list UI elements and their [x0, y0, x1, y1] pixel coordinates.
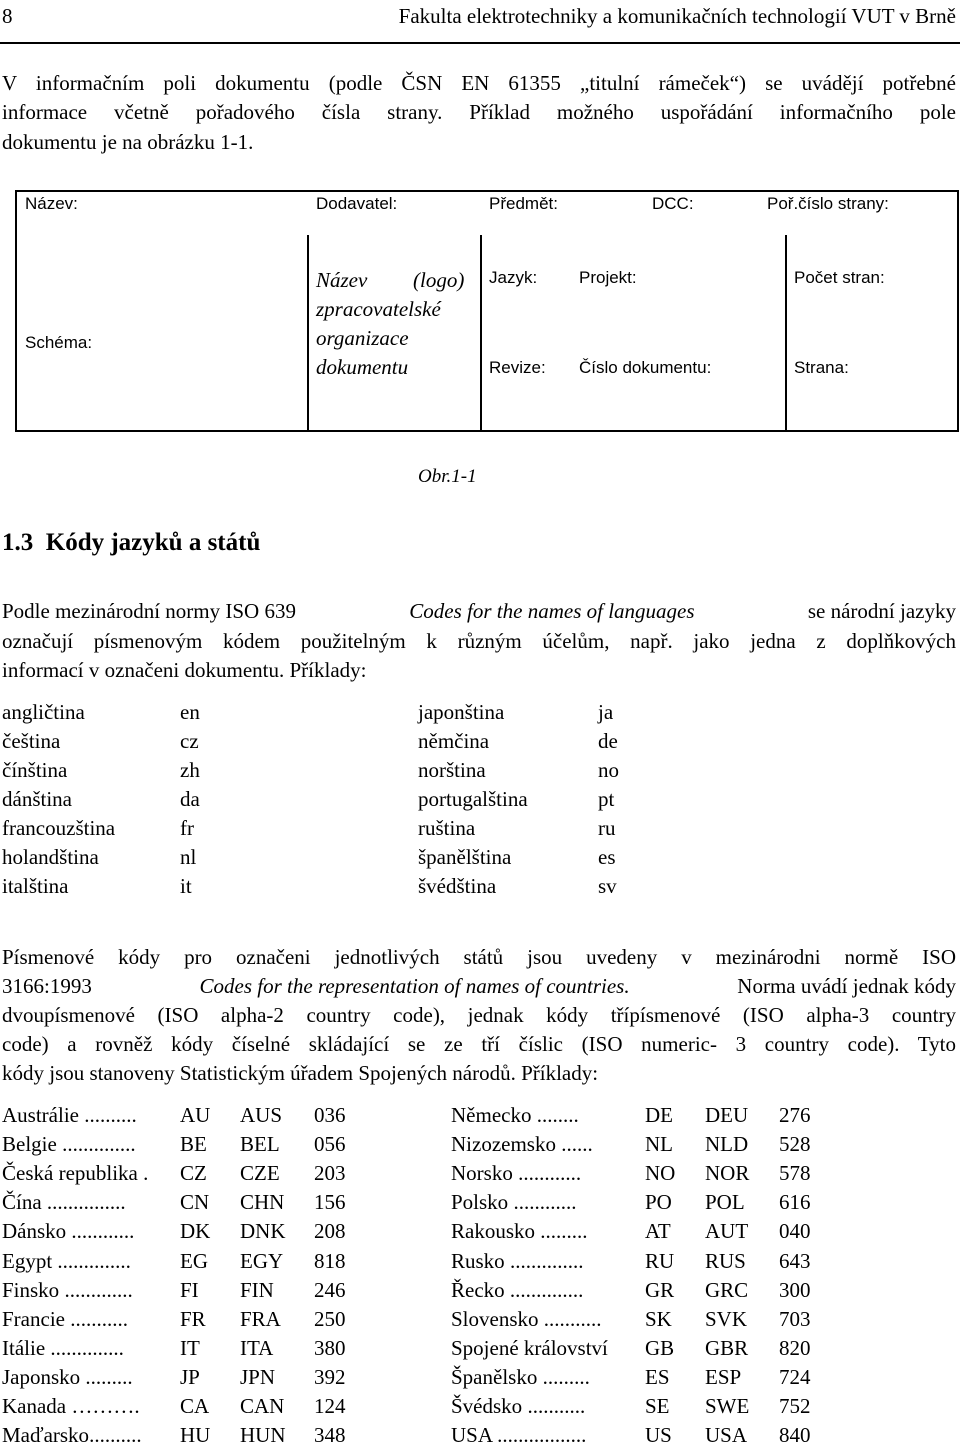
- alpha-2-code: FR: [180, 1306, 206, 1331]
- numeric-code: 818: [314, 1248, 346, 1273]
- numeric-code: 752: [779, 1393, 811, 1418]
- p2-line-2: [2, 972, 956, 1001]
- alpha-3-code: JPN: [240, 1364, 276, 1389]
- alpha-2-code: JP: [180, 1364, 200, 1389]
- alpha-2-code: SE: [645, 1393, 670, 1418]
- country-name: Spojené království: [451, 1335, 614, 1360]
- logo-line-3: organizace: [316, 326, 409, 350]
- field-dcc: DCC:: [652, 194, 694, 213]
- dot-leader: ......: [561, 1132, 593, 1157]
- dot-leader: ............: [71, 1219, 135, 1244]
- alpha-3-code: DEU: [705, 1103, 749, 1128]
- alpha-2-code: IT: [180, 1335, 200, 1360]
- language-name: italština: [2, 874, 69, 898]
- numeric-code: 246: [314, 1277, 346, 1302]
- dot-leader: .........: [540, 1219, 588, 1244]
- country-row: [451, 1392, 829, 1421]
- country-row: [451, 1305, 829, 1334]
- country-row: [451, 1246, 829, 1275]
- alpha-3-code: FIN: [240, 1277, 274, 1302]
- field-projekt: Projekt:: [579, 268, 637, 287]
- country-row: [2, 1363, 364, 1392]
- alpha-3-code: POL: [705, 1190, 745, 1215]
- country-row: [2, 1101, 364, 1130]
- country-row: [2, 1130, 364, 1159]
- p2-line-4: code) a rovněž kódy číselné skládající se ze tří číslic (ISO numeric- 3 country code). Tyto: [2, 1032, 956, 1056]
- language-name: japonština: [418, 700, 505, 724]
- dot-leader: ..............: [509, 1277, 584, 1302]
- logo-line-1b: (logo): [413, 268, 465, 292]
- country-name: Norsko: [451, 1161, 519, 1186]
- country-name-cell: [2, 1130, 180, 1159]
- language-code: pt: [598, 787, 615, 811]
- numeric-code: 156: [314, 1190, 346, 1215]
- alpha-3-code: CZE: [240, 1161, 280, 1186]
- numeric-code: 643: [779, 1248, 811, 1273]
- numeric-code: 300: [779, 1277, 811, 1302]
- p2-iso3166: 3166:1993: [2, 974, 92, 998]
- alpha-3-code: AUT: [705, 1219, 749, 1244]
- alpha-2-code: NO: [645, 1161, 676, 1186]
- country-row: [451, 1101, 829, 1130]
- country-name-cell: [451, 1188, 645, 1217]
- dot-leader: ............: [518, 1161, 582, 1186]
- p1-iso639-title: Codes for the names of languages: [409, 599, 695, 623]
- alpha-3-code: BEL: [240, 1132, 280, 1157]
- numeric-code: 203: [314, 1161, 346, 1186]
- alpha-2-code: PO: [645, 1190, 672, 1215]
- alpha-2-code: AT: [645, 1219, 671, 1244]
- country-name-cell: [2, 1334, 180, 1363]
- alpha-3-code: AUS: [240, 1103, 283, 1128]
- country-name-cell: [2, 1159, 180, 1188]
- numeric-code: 840: [779, 1423, 811, 1448]
- numeric-code: 348: [314, 1423, 346, 1448]
- numeric-code: 578: [779, 1161, 811, 1186]
- alpha-2-code: NL: [645, 1132, 673, 1157]
- language-name: němčina: [418, 729, 490, 753]
- numeric-code: 820: [779, 1335, 811, 1360]
- alpha-3-code: GRC: [705, 1277, 749, 1302]
- country-name: Nizozemsko: [451, 1132, 562, 1157]
- country-name-cell: [2, 1188, 180, 1217]
- language-row: [2, 814, 658, 843]
- language-code: en: [180, 700, 200, 724]
- language-name: švédština: [418, 874, 497, 898]
- country-name-cell: [451, 1159, 645, 1188]
- country-row: [2, 1276, 364, 1305]
- alpha-2-code: GB: [645, 1335, 675, 1360]
- numeric-code: 036: [314, 1103, 346, 1128]
- p2-line-5: kódy jsou stanoveny Statistickým úřadem Spojených národů. Příklady:: [2, 1061, 599, 1085]
- country-name-cell: [2, 1276, 180, 1305]
- country-name: Belgie: [2, 1132, 63, 1157]
- country-code-table-left: [2, 1101, 364, 1450]
- country-name-cell: [2, 1246, 180, 1275]
- country-name-cell: [451, 1130, 645, 1159]
- alpha-3-code: SVK: [705, 1306, 748, 1331]
- country-name-cell: [2, 1305, 180, 1334]
- dot-leader: ...........: [543, 1306, 602, 1331]
- language-code: ja: [598, 700, 614, 724]
- field-nazev: Název:: [25, 194, 78, 213]
- country-name: Řecko: [451, 1277, 510, 1302]
- language-row: [2, 843, 658, 872]
- language-name: francouzština: [2, 816, 116, 840]
- dot-leader: ..............: [50, 1335, 124, 1360]
- language-code: sv: [598, 874, 617, 898]
- alpha-3-code: GBR: [705, 1335, 749, 1360]
- p2-line-3: dvoupísmenové (ISO alpha-2 country code), jednak kódy třípísmenové (ISO alpha-3 country: [2, 1003, 956, 1027]
- numeric-code: 703: [779, 1306, 811, 1331]
- country-row: [2, 1392, 364, 1421]
- numeric-code: 392: [314, 1364, 346, 1389]
- dot-leader: .: [143, 1161, 149, 1186]
- language-code-table: [2, 698, 658, 901]
- alpha-3-code: CHN: [240, 1190, 285, 1215]
- language-name: španělština: [418, 845, 512, 869]
- dot-leader: .........: [85, 1364, 133, 1389]
- country-name-cell: [451, 1305, 645, 1334]
- p1-text-c: se národní jazyky: [807, 599, 956, 623]
- language-row: [2, 727, 658, 756]
- alpha-2-code: CN: [180, 1190, 210, 1215]
- numeric-code: 056: [314, 1132, 346, 1157]
- alpha-2-code: EG: [180, 1248, 208, 1273]
- dot-leader: ..........: [84, 1103, 137, 1128]
- dot-leader: ..............: [57, 1248, 131, 1273]
- dot-leader: ...........: [527, 1393, 586, 1418]
- country-name: Německo: [451, 1103, 537, 1128]
- language-name: angličtina: [2, 700, 85, 724]
- language-name: dánština: [2, 787, 72, 811]
- numeric-code: 528: [779, 1132, 811, 1157]
- p2-iso3166-title: Codes for the representation of names of countries.: [199, 974, 630, 998]
- dot-leader: .................: [497, 1423, 587, 1448]
- country-row: [2, 1159, 364, 1188]
- country-name-cell: [451, 1363, 645, 1392]
- alpha-2-code: ES: [645, 1364, 670, 1389]
- alpha-3-code: DNK: [240, 1219, 286, 1244]
- header-rule: [0, 42, 960, 44]
- country-name: Čína: [2, 1190, 47, 1215]
- language-name: holandština: [2, 845, 99, 869]
- intro-line-1: V informačním poli dokumentu (podle ČSN EN 61355 „titulní rámeček“) se uvádějí potřebné: [2, 71, 956, 95]
- language-code: fr: [180, 816, 194, 840]
- country-row: [2, 1246, 364, 1275]
- country-name: Japonsko: [2, 1364, 86, 1389]
- numeric-code: 724: [779, 1364, 811, 1389]
- country-row: [2, 1334, 364, 1363]
- alpha-3-code: CAN: [240, 1393, 285, 1418]
- logo-line-4: dokumentu: [316, 355, 409, 379]
- dot-leader: ............: [513, 1190, 577, 1215]
- alpha-2-code: US: [645, 1423, 672, 1448]
- p1-line-1: [2, 597, 956, 626]
- alpha-3-code: RUS: [705, 1248, 746, 1273]
- language-name: čínština: [2, 758, 68, 782]
- country-name-cell: [451, 1101, 645, 1130]
- numeric-code: 250: [314, 1306, 346, 1331]
- p1-text-a: Podle mezinárodní normy ISO 639: [2, 599, 296, 623]
- alpha-2-code: BE: [180, 1132, 207, 1157]
- logo-line-1a: Název: [316, 268, 368, 292]
- title-block-frame: [15, 190, 959, 432]
- alpha-2-code: DK: [180, 1219, 211, 1244]
- country-row: [2, 1188, 364, 1217]
- numeric-code: 276: [779, 1103, 811, 1128]
- alpha-2-code: FI: [180, 1277, 199, 1302]
- language-code: no: [598, 758, 619, 782]
- dot-leader: .............: [64, 1277, 133, 1302]
- field-dodavatel: Dodavatel:: [316, 194, 398, 213]
- language-code: ru: [598, 816, 616, 840]
- p2-text-c: Norma uvádí jednak kódy: [737, 974, 956, 998]
- alpha-2-code: GR: [645, 1277, 675, 1302]
- alpha-2-code: CA: [180, 1393, 210, 1418]
- country-row: [451, 1188, 829, 1217]
- alpha-2-code: CZ: [180, 1161, 207, 1186]
- alpha-3-code: FRA: [240, 1306, 281, 1331]
- alpha-3-code: HUN: [240, 1423, 286, 1448]
- country-name: Slovensko: [451, 1306, 544, 1331]
- figure-caption: Obr.1-1: [418, 466, 477, 487]
- numeric-code: 124: [314, 1393, 346, 1418]
- country-name: Finsko: [2, 1277, 65, 1302]
- language-name: norština: [418, 758, 486, 782]
- country-name: Dánsko: [2, 1219, 72, 1244]
- alpha-2-code: HU: [180, 1423, 211, 1448]
- alpha-3-code: NOR: [705, 1161, 750, 1186]
- page-number: 8: [2, 4, 13, 28]
- country-name: Francie: [2, 1306, 71, 1331]
- field-schema: Schéma:: [25, 333, 93, 352]
- alpha-2-code: DE: [645, 1103, 673, 1128]
- country-name: USA: [451, 1423, 498, 1448]
- dot-leader: .........: [542, 1364, 590, 1389]
- logo-line-2: zpracovatelské: [316, 297, 441, 321]
- language-name: čeština: [2, 729, 61, 753]
- p2-line-1: Písmenové kódy pro označeni jednotlivých států jsou uvedeny v mezinárodni normě ISO: [2, 945, 956, 969]
- field-cislo-dokumentu: Číslo dokumentu:: [579, 358, 712, 377]
- country-name: Česká republika: [2, 1161, 144, 1186]
- dot-leader: ..............: [509, 1248, 584, 1273]
- country-name-cell: [451, 1276, 645, 1305]
- p1-line-3: informací v označeni dokumentu. Příklady:: [2, 658, 367, 682]
- alpha-3-code: EGY: [240, 1248, 284, 1273]
- country-name: Maďarsko: [2, 1423, 90, 1448]
- country-row: [451, 1130, 829, 1159]
- country-name-cell: [2, 1363, 180, 1392]
- title-block-divider-1: [307, 235, 309, 432]
- country-name: Itálie: [2, 1335, 51, 1360]
- dot-leader: ..........: [89, 1423, 142, 1448]
- intro-line-3: dokumentu je na obrázku 1-1.: [2, 130, 254, 154]
- country-name-cell: [451, 1334, 645, 1363]
- alpha-3-code: NLD: [705, 1132, 749, 1157]
- section-heading: 1.3 Kódy jazyků a států: [2, 529, 261, 556]
- numeric-code: 208: [314, 1219, 346, 1244]
- language-code: da: [180, 787, 200, 811]
- title-block-divider-3: [785, 235, 787, 432]
- country-row: [451, 1159, 829, 1188]
- numeric-code: 040: [779, 1219, 811, 1244]
- country-row: [451, 1334, 829, 1363]
- field-strana: Strana:: [794, 358, 849, 377]
- country-name: Austrálie: [2, 1103, 85, 1128]
- numeric-code: 616: [779, 1190, 811, 1215]
- language-code: de: [598, 729, 618, 753]
- country-row: [451, 1363, 829, 1392]
- language-code: cz: [180, 729, 199, 753]
- country-name: Polsko: [451, 1190, 514, 1215]
- language-code: nl: [180, 845, 197, 869]
- country-name-cell: [2, 1392, 180, 1421]
- dot-leader: ...........: [70, 1306, 128, 1331]
- country-code-table-right: [451, 1101, 829, 1450]
- country-name-cell: [451, 1392, 645, 1421]
- alpha-2-code: RU: [645, 1248, 675, 1273]
- field-pocet-stran: Počet stran:: [794, 268, 885, 287]
- country-row: [2, 1305, 364, 1334]
- field-predmet: Předmět:: [489, 194, 558, 213]
- language-row: [2, 698, 658, 727]
- numeric-code: 380: [314, 1335, 346, 1360]
- language-code: es: [598, 845, 616, 869]
- language-row: [2, 756, 658, 785]
- language-code: zh: [180, 758, 200, 782]
- alpha-3-code: ESP: [705, 1364, 742, 1389]
- dot-leader: ...............: [46, 1190, 126, 1215]
- dot-leader: ........: [536, 1103, 579, 1128]
- alpha-3-code: ITA: [240, 1335, 274, 1360]
- language-code: it: [180, 874, 192, 898]
- country-name-cell: [451, 1217, 645, 1246]
- alpha-3-code: USA: [705, 1423, 748, 1448]
- country-name-cell: [451, 1246, 645, 1275]
- country-row: [2, 1217, 364, 1246]
- country-name: Rusko: [451, 1248, 510, 1273]
- intro-line-2: informace včetně pořadového čísla strany. Příklad možného uspořádání informačního pole: [2, 100, 956, 124]
- alpha-2-code: AU: [180, 1103, 211, 1128]
- field-jazyk: Jazyk:: [489, 268, 538, 287]
- title-block-divider-2: [480, 235, 482, 432]
- country-row: [451, 1217, 829, 1246]
- country-name: Egypt: [2, 1248, 58, 1273]
- language-row: [2, 872, 658, 901]
- country-name: Kanada: [2, 1393, 72, 1418]
- country-name: Rakousko: [451, 1219, 541, 1244]
- p1-line-2: označují písmenovým kódem použitelným k různým účelům, např. jako jedna z doplňkových: [2, 629, 956, 653]
- dot-leader: ……….: [71, 1393, 140, 1418]
- running-header: Fakulta elektrotechniky a komunikačních technologií VUT v Brně: [398, 4, 956, 28]
- dot-leader: ..............: [62, 1132, 136, 1157]
- country-row: [451, 1276, 829, 1305]
- language-name: portugalština: [418, 787, 528, 811]
- country-name-cell: [2, 1101, 180, 1130]
- country-name: Španělsko: [451, 1364, 543, 1389]
- language-name: ruština: [418, 816, 476, 840]
- country-name-cell: [2, 1217, 180, 1246]
- alpha-2-code: SK: [645, 1306, 672, 1331]
- field-por-cislo-strany: Poř.číslo strany:: [767, 194, 889, 213]
- language-row: [2, 785, 658, 814]
- alpha-3-code: SWE: [705, 1393, 750, 1418]
- field-revize: Revize:: [489, 358, 546, 377]
- country-name: Švédsko: [451, 1393, 528, 1418]
